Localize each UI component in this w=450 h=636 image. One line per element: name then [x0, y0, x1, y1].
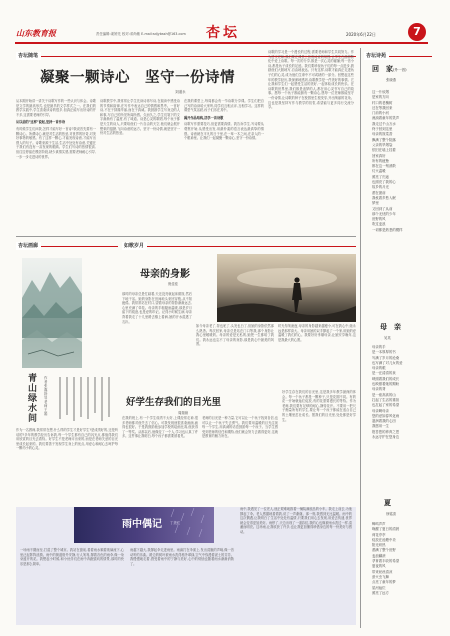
calligraphy-strokes — [56, 374, 118, 424]
issue-date: 2020年6月22日 — [346, 32, 376, 37]
poem-body-2: 如今母亲老了,背也驼了,头发也白了,但她的身影依然那么熟悉。每次回家,母亲总是站在门口等我,那个身影让我心里暖暖的。母亲的爱是无私的,她把一生都给了我们。我永远也忘不了母亲的身影,那是我心中最美的风景。 — [196, 324, 274, 347]
bottom-author: 丁美红 — [170, 521, 181, 525]
top-col-4: 诗歌的学习是一个漫长的过程,需要老师和学生共同努力。作为语文老师,我们要在课堂上营造诗意的氛围,让学生在潜移默化中爱上诗歌。每一次的分享,都是一次心灵的碰撞;每一首小诗,都是孩子成长的足迹。我们要珍视孩子们的每一点进步,鼓励他们大胆地写,自由地表达。只有这样,诗歌才能真正走进孩子们的心灵,成为他们生命中不可或缺的一部分。回想起这些年的教学经历,我深深地感到,诗歌教学是一件美好的事情。它让我和学生们一起感受生活的美好,一起体验成长的快乐。在诗歌的世界里,我们都是追梦的人,都在用心灵书写自己的故事。愿每一个孩子都能拥有一颗诗心,愿每一位老师都能坚守一份诗情,让诗歌的种子在校园里生根发芽,开出绚丽的花朵。这也是我坚持写作与教学的初衷,希望能与更多同行交流分享。 — [268, 50, 354, 110]
rain-image — [74, 507, 214, 543]
column-label: 杏坛随笔 — [16, 52, 41, 60]
page-number-badge — [408, 23, 426, 41]
sub-heading-2: 揭开作品结构,活学一首诗歌 — [184, 115, 224, 120]
landscape-painting — [22, 258, 82, 368]
art-column-label: 杏坛画廊 — [16, 242, 41, 250]
sidebar-poem1-author: 张晓燕 — [386, 78, 397, 82]
top-col-2: 诗歌教学中,我常常让学生先读诗再写诗,在阅读中感受诗的节奏和韵律,在写作中表达自己的情感和思考。一首好诗,不在于辞藻华丽,而在于真诚。我鼓励学生写身边的人和事,写自己的所见所闻所感。久而久之,学生们笔下的文字渐渐有了温度,有了味道。诗是心灵的歌唱,每个孩子都是天生的诗人,只要给他们一片自由的天空,他们就会展开想象的翅膀,飞向诗意的远方。坚守一份诗情,就是坚守一份对生活的热爱。 — [100, 99, 180, 136]
sidebar-poem2-author: 吴英 — [384, 336, 391, 340]
essay-col-2: 老师的目光是一种力量,它可以让一个孩子找到自信,也可以让一个孩子失去勇气。我们要用温暖的目光注视每一个学生,用真诚的话语鼓励每一个孩子。当学生感受到老师的信任和期待,他们就会努力去做得更好,这就是教育的魅力所在。 — [202, 416, 278, 439]
bottom-col-3: 雨中,我遇见了一位老人,他正艰难地推着一辆装满废品的小车。我走上前去,为他撑起了伞。老人感激地看着我,说了一声谢谢。那一刻,我感到无比温暖。雨中的这次偶遇,让我明白了生活中处处有温情,只要我们用心去发现,用爱去传递,世界就会变得更加美好。雨停了,天边出现了一道彩虹,我的心也像被雨水洗过一样,清澈而明亮。这场雨,让我收获了许多,也让我更加懂得珍惜身边的每一份美好与感动。 — [240, 507, 352, 534]
masthead-rule — [15, 42, 428, 44]
essay-title: 好学生存我们的目光里 — [126, 397, 222, 408]
essay-col-1: 在我的班上,有一个学生成绩不太好,上课经常走神,很多老师都对他失去了信心。可我发现他很喜欢画画,画得也很好。于是我鼓励他参加学校的绘画比赛,他获得了一等奖。从那以后,他像变了一个人,学习也认真了许多。这件事让我明白,每个孩子都需要被看见。 — [122, 416, 198, 439]
mother-photo — [217, 254, 356, 322]
poem-author: 倪佳佳 — [168, 282, 179, 286]
essay-col-3: 好学生存在我们的目光里,这是我多年教学最深的体会。每一个孩子都是一颗种子,只是花期不同。有的花一开始就灿烂绽放,有的花需要漫长的等待。作为老师,我们要有足够的耐心,静待花开。不要用一把尺子衡量所有的学生,要让每一个孩子都能在适合自己的土壤里茁壮成长。愿我们的目光里,处处都是好学生。 — [282, 390, 356, 422]
poem-column-bar — [122, 242, 356, 250]
sidebar-poem1-body: 这一片炊烟 是家的方向 村口的老槐树 还在等我回来 门前的小河 流淌着童年的笑声 我走过千山万水 终于回到这里 母亲的饭菜香 飘满了整个院落 父亲的旱烟袋 依旧在墙上挂着 回家真好 所有的疲惫 都在这一刻消散 灯火温暖 照亮了归途 也照亮了我的心 故乡的月光 洒在窗前 我枕着乡愁入眠 梦里 又回到了从前 那个无忧的少年 田野的风 吹过麦浪 一切都是熟悉的模样 — [372, 90, 403, 232]
poem-body-3: 时光匆匆流逝,母亲的身影越来越瘦小,可在我心中,她永远是那样高大。母亲用她的双手撑起了一个家,用她的爱温暖了我们的心。我要好好孝顺母亲,让她安享晚年,这是我最大的心愿。 — [278, 324, 356, 342]
essay-col-left: 作为一名教师,我常常在想,什么样的学生才是好学生?是成绩好的,还是听话的?多年的教学经历告诉我,每一个学生都有自己的闪光点,都值得我们用欣赏的目光去看待。好学生不是老师评出来的,而是在老师关爱的目光里成长起来的。我们要善于发现学生身上的优点,用爱心和耐心去呵护每一颗幼小的心灵。 — [16, 428, 118, 451]
silhouette-figure — [217, 254, 356, 322]
art-credit: 作者 张 鑫 指导老师 王 娟 — [44, 376, 51, 416]
calligraphy-text — [56, 374, 118, 424]
sidebar-poem3-title: 夏 — [384, 498, 391, 507]
poem-column-label: 如歌岁月 — [122, 242, 147, 250]
sidebar-poem3-author: 徐铭喜 — [386, 512, 397, 516]
calligraphy-title: 青山绿水间 — [28, 374, 38, 424]
top-col-1: 从本期开始讲一讲关于诗歌写作的一些认识与体会。诗歌是文学的最高形式,也是最早的文学样式之一。在我们的教学实践中,学生喜欢读诗的很多,但真正能写出好诗的并不多,这需要老师的引导。 从以前的"这样"说起,坚持一首作诗 有时候学生们问我,怎样才能写好一首诗?我说首先要有一颗诗心。所谓诗心,就是对生活的热爱,对世界的好奇,对美好事物的敏感。有了这样一颗心,才能发现诗意,才能写出感人的句子。诗歌来源于生活,生活中处处有诗意,关键在于我们有没有一双发现的眼睛。学生们写诗的热情很高,但往往停留在模仿阶段,缺少真情实感,需要老师耐心引导,一步一步走进诗的世界。 — [16, 99, 96, 159]
sidebar-column-bar — [364, 52, 432, 60]
sidebar-column-label: 杏坛诗苑 — [364, 52, 389, 60]
article-title: 凝聚一颗诗心 坚守一份诗情 — [40, 69, 235, 86]
sidebar-divider — [360, 48, 361, 628]
page-number: 7 — [413, 25, 421, 38]
painting-image — [22, 258, 82, 368]
article-author: 刘道永 — [175, 90, 186, 94]
sub-heading-1: 从以前的"这样"说起,坚持一首作诗 — [16, 120, 66, 125]
poem-title: 母亲的身影 — [140, 269, 190, 280]
sidebar-poem1-title — [372, 64, 407, 74]
section-title: 杏坛 — [206, 25, 240, 41]
poem1-title: 回 家 — [372, 64, 393, 73]
bottom-col-2: 雨越下越大,我撑起伞走进雨里。雨滴打在伞面上,发出清脆的声响,像一首动听的乐曲。路边的树叶被雨水洗得格外翠绿,空气中弥漫着泥土的芬芳。我慢慢地走着,感受着雨中的宁静与美好,心中的烦恼也随着雨水渐渐消散了。 — [130, 548, 234, 566]
bottom-col-1: 一场雨不期而至,打湿了整个城市。我站在窗前,看着雨水顺着玻璃流下,心里泛起阵阵涟漪。雨中的街道格外安静,行人匆匆,撑着各色的雨伞,像一朵朵盛开的花。我想起小时候,和小伙伴们在雨中奔跑嬉戏的情景,那时的快乐是那么简单。 — [20, 548, 124, 566]
column-rule — [122, 246, 356, 247]
bottom-title: 雨中偶记 — [122, 519, 162, 530]
sidebar-poem2-body: 母亲的手 是一本厚厚的书 写满了岁月的沧桑 也写满了对儿女的爱 母亲的眼 是一汪清清的泉 映照着我们的成长 也映照着她的期盼 母亲的背 是一座高高的山 扛起了生活的重担 也扛起了家的希望 母亲啊母亲 您的爱如春风化雨 滋润着我的心田 我愿用一生 报答您的养育之恩 永远守护在您身边 — [372, 345, 403, 440]
divider-top-bottom — [16, 236, 356, 237]
essay-author: 周瑞琼 — [178, 411, 189, 415]
sidebar-poem2-title: 母 亲 — [380, 322, 401, 331]
poem-body-1: 那时的母亲总是忙碌着,天还没亮就起床做饭,然后下地干活。她的身影在田间地头来回穿梭,从不知疲倦。我常常站在村口,望着母亲的背影渐渐远去,心里充满了牵挂。母亲的手粗糙而温暖,那是岁月留下的痕迹,也是爱的印记。记得小时候生病,母亲背着我走了十几里路去镇上看病,她的汗水湿透了衣衫。 — [122, 292, 192, 324]
art-column-bar — [16, 242, 118, 250]
top-col-3: 在我的课堂上,每周都会有一节诗歌分享课。学生们把自己写的诗读给大家听,同学们互相点评,互相学习。这样的课堂气氛活跃,孩子们乐在其中。 揭开作品结构,活学一首诗歌 诗歌写作需要技巧,但更需要真情。我告诉学生,写诗要从观察开始,从感受出发,用最朴素的语言表达最真挚的情感。诗意就在平凡的日子里,在一草一木之间,在亲人的一个眼神里。让我们一起凝聚一颗诗心,坚守一份诗情。 — [184, 99, 264, 141]
poem1-subtitle: (外一首) — [393, 68, 407, 72]
masthead — [0, 0, 450, 44]
editor-info: 责任编辑:姜婷先 校对:邓尚敏 E-mail:sdjybssh@163.com — [96, 32, 186, 36]
paper-logo: 山东教育报 — [16, 28, 56, 38]
sidebar-poem3-body: 蝉鸣声声 唤醒了夏日的清晨 荷花亭亭 绽放在池塘中央 阳光炽热 洒满了整个田野 麦浪翻滚 孕育着丰收的希望 夏夜的风 带来丝丝清凉 萤火虫飞舞 点亮了童年的梦 星河灿烂 照亮了远方 — [372, 522, 400, 595]
